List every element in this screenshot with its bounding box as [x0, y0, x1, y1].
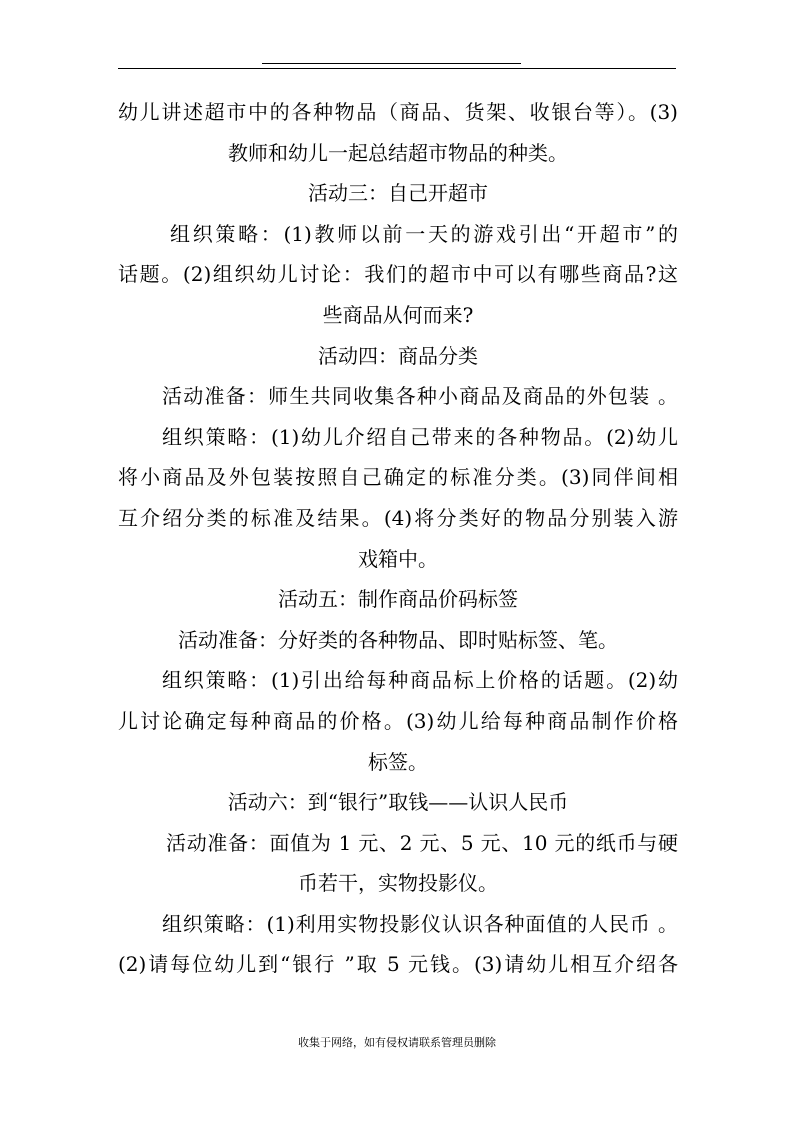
text-line: 活动准备：面值为 1 元、2 元、5 元、10 元的纸币与硬	[166, 830, 678, 855]
text-line: 将小商品及外包装按照自己确定的标准分类。(3)同伴间相	[118, 465, 678, 490]
text-line: 互介绍分类的标准及结果。(4)将分类好的物品分别装入游	[118, 505, 678, 530]
text-line: 组织策略：(1)教师以前一天的游戏引出“开超市”的	[170, 221, 678, 246]
text-line: 儿讨论确定每种商品的价格。(3)幼儿给每种商品制作价格	[118, 708, 678, 733]
text-line: 组织策略：(1)利用实物投影仪认识各种面值的人民币 。	[162, 911, 678, 936]
text-line: 标签。	[368, 749, 428, 774]
text-line: 教师和幼儿一起总结超市物品的种类。	[228, 140, 568, 165]
text-line: 币若干，实物投影仪。	[298, 871, 498, 896]
text-line: 活动准备：分好类的各种物品、即时贴标签、笔。	[178, 627, 618, 652]
text-line: 组织策略：(1)引出给每种商品标上价格的话题。(2)幼	[162, 668, 678, 693]
header-rule	[118, 68, 676, 69]
text-line: 活动三：自己开超市	[308, 181, 488, 206]
text-line: 些商品从何而来?	[322, 302, 474, 327]
page-footer: 收集于网络，如有侵权请联系管理员删除	[298, 1036, 496, 1049]
text-line: 活动五：制作商品价码标签	[278, 587, 518, 612]
text-line: 活动四：商品分类	[318, 343, 478, 368]
text-line: 戏箱中。	[358, 546, 438, 571]
header-rule-short	[262, 63, 521, 64]
text-line: 话题。(2)组织幼儿讨论：我们的超市中可以有哪些商品?这	[118, 262, 678, 287]
text-line: 组织策略：(1)幼儿介绍自己带来的各种物品。(2)幼儿	[162, 424, 678, 449]
text-line: 活动准备：师生共同收集各种小商品及商品的外包装 。	[162, 384, 678, 409]
document-body	[118, 92, 678, 985]
text-line: 活动六：到“银行”取钱——认识人民币	[227, 790, 569, 815]
text-line: 幼儿讲述超市中的各种物品（商品、货架、收银台等）。(3)	[118, 100, 678, 124]
text-line: (2)请每位幼儿到“银行 ”取 5 元钱。(3)请幼儿相互介绍各	[118, 952, 678, 977]
